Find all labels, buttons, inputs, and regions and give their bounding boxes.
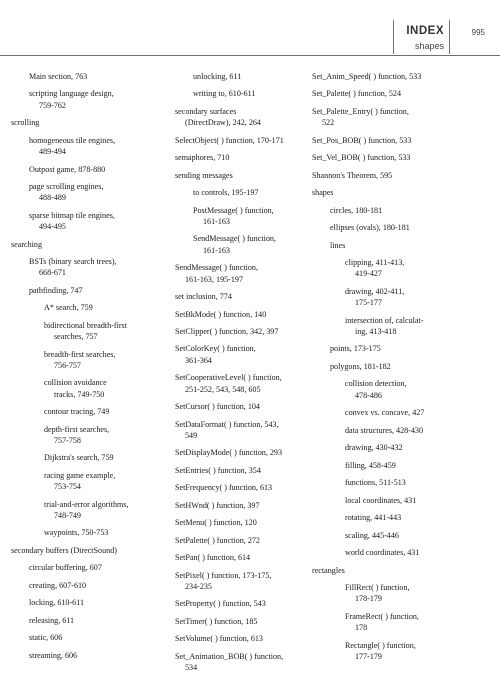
index-entry-text: rectangles bbox=[312, 565, 345, 575]
index-entry-continuation: 419-427 bbox=[355, 269, 382, 279]
index-entry bbox=[11, 580, 161, 591]
index-entry bbox=[11, 71, 161, 82]
index-entry bbox=[11, 210, 161, 233]
index-entry-text: BSTs (binary search trees), bbox=[29, 257, 117, 267]
index-entry-continuation: 668-671 bbox=[39, 268, 66, 278]
index-entry-text: Set_Palette( ) function, 524 bbox=[312, 89, 402, 99]
index-entry-continuation: 522 bbox=[322, 118, 335, 128]
index-entry bbox=[175, 106, 300, 129]
index-entry bbox=[312, 222, 492, 233]
index-entry bbox=[11, 285, 161, 296]
running-head-title: INDEX bbox=[406, 25, 444, 37]
index-entry bbox=[11, 117, 161, 128]
index-entry-continuation: 759-762 bbox=[39, 100, 66, 110]
index-entry-text: points, 173-175 bbox=[330, 344, 381, 354]
index-entry bbox=[312, 152, 492, 163]
index-entry-text: static, 606 bbox=[29, 633, 63, 643]
index-entry bbox=[175, 651, 300, 674]
index-entry-text: world coordinates, 431 bbox=[345, 548, 420, 558]
index-entry bbox=[312, 187, 492, 198]
index-entry-text: searching bbox=[11, 239, 43, 249]
index-entry-text: to controls, 195-197 bbox=[193, 188, 259, 198]
index-entry bbox=[175, 482, 300, 493]
index-entry-continuation: 494-495 bbox=[39, 222, 66, 232]
index-entry-text: filling, 458-459 bbox=[345, 460, 396, 470]
index-entry-text: functions, 511-513 bbox=[345, 478, 406, 488]
index-entry bbox=[312, 106, 492, 129]
index-entry bbox=[312, 343, 492, 354]
index-entry-text: scripting language design, bbox=[29, 89, 114, 99]
index-entry-text: SetPalette( ) function, 272 bbox=[175, 535, 260, 545]
index-entry-continuation: 178 bbox=[355, 623, 368, 633]
index-entry-text: SendMessage( ) function, bbox=[175, 263, 258, 273]
index-entry bbox=[11, 164, 161, 175]
index-entry bbox=[11, 650, 161, 661]
index-entry-continuation: 161-163, 195-197 bbox=[185, 274, 243, 284]
index-entry bbox=[175, 633, 300, 644]
index-entry-continuation: 161-163 bbox=[203, 216, 230, 226]
index-entry bbox=[11, 499, 161, 522]
index-entry bbox=[175, 233, 300, 256]
index-entry-text: releasing, 611 bbox=[29, 615, 75, 625]
index-entry-text: SetColorKey( ) function, bbox=[175, 344, 256, 354]
index-entry-continuation: 478-486 bbox=[355, 390, 382, 400]
index-entry bbox=[175, 262, 300, 285]
index-entry-text: writing to, 610-611 bbox=[193, 89, 256, 99]
index-entry-continuation: 161-163 bbox=[203, 245, 230, 255]
index-entry bbox=[175, 170, 300, 181]
index-entry-text: FrameRect( ) function, bbox=[345, 611, 419, 621]
index-entry-text: drawing, 430-432 bbox=[345, 443, 403, 453]
index-entry-text: circles, 180-181 bbox=[330, 205, 383, 215]
index-entry bbox=[175, 291, 300, 302]
index-entry bbox=[11, 470, 161, 493]
index-entry-text: unlocking, 611 bbox=[193, 72, 242, 81]
index-column-1 bbox=[11, 71, 161, 667]
index-entry bbox=[11, 527, 161, 538]
index-entry-text: sending messages bbox=[175, 170, 233, 180]
index-entry-text: collision detection, bbox=[345, 379, 407, 389]
index-entry bbox=[11, 545, 161, 556]
index-entry-text: Set_Anim_Speed( ) function, 533 bbox=[312, 72, 422, 81]
index-entry-text: set inclusion, 774 bbox=[175, 292, 232, 302]
index-entry-text: secondary surfaces bbox=[175, 106, 237, 116]
index-entry-continuation: 753-754 bbox=[54, 482, 81, 492]
index-entry bbox=[175, 500, 300, 511]
index-entry-continuation: 488-489 bbox=[39, 193, 66, 203]
index-entry-text: depth-first searches, bbox=[44, 424, 110, 434]
index-entry-text: SetVolume( ) function, 613 bbox=[175, 634, 263, 644]
index-entry-text: SetBkMode( ) function, 140 bbox=[175, 309, 267, 319]
index-entry bbox=[312, 378, 492, 401]
index-entry bbox=[312, 407, 492, 418]
index-entry bbox=[312, 425, 492, 436]
index-entry-text: SendMessage( ) function, bbox=[193, 234, 276, 244]
index-entry-text: polygons, 181-182 bbox=[330, 361, 391, 371]
index-entry-continuation: 251-252, 543, 548, 605 bbox=[185, 384, 261, 394]
index-entry-text: sparse bitmap tile engines, bbox=[29, 210, 115, 220]
index-entry-continuation: 748-749 bbox=[54, 510, 81, 520]
index-entry-text: SetTimer( ) function, 185 bbox=[175, 616, 258, 626]
index-entry-text: SetHWnd( ) function, 397 bbox=[175, 500, 260, 510]
index-entry-text: Rectangle( ) function, bbox=[345, 640, 416, 650]
index-entry bbox=[312, 611, 492, 634]
index-entry bbox=[11, 320, 161, 343]
index-entry-text: SetClipper( ) function, 342, 397 bbox=[175, 327, 279, 336]
index-entry-text: rotating, 441-443 bbox=[345, 513, 402, 523]
index-entry-text: circular buffering, 607 bbox=[29, 563, 102, 573]
index-entry-text: semaphores, 710 bbox=[175, 153, 230, 163]
index-entry bbox=[11, 562, 161, 573]
index-entry-continuation: ing, 413-418 bbox=[355, 327, 397, 336]
index-entry-text: clipping, 411-413, bbox=[345, 258, 405, 268]
index-entry bbox=[11, 239, 161, 250]
index-entry bbox=[312, 170, 492, 181]
index-entry-text: locking, 610-611 bbox=[29, 598, 85, 608]
index-entry bbox=[175, 616, 300, 627]
index-entry bbox=[175, 205, 300, 228]
index-entry-text: Outpost game, 878-880 bbox=[29, 164, 106, 174]
index-entry-text: SetProperty( ) function, 543 bbox=[175, 599, 266, 609]
index-entry bbox=[175, 326, 300, 337]
index-entry-continuation: searches, 757 bbox=[54, 332, 98, 342]
index-entry bbox=[175, 309, 300, 320]
index-entry-text: contour tracing, 749 bbox=[44, 407, 110, 417]
running-head-subtitle: shapes bbox=[414, 41, 444, 51]
index-entry-text: Set_Palette_Entry( ) function, bbox=[312, 106, 409, 116]
index-entry-text: SetDisplayMode( ) function, 293 bbox=[175, 448, 283, 458]
index-entry-text: local coordinates, 431 bbox=[345, 495, 417, 505]
index-entry bbox=[312, 71, 492, 82]
index-entry-text: SetPan( ) function, 614 bbox=[175, 553, 251, 563]
index-entry bbox=[175, 71, 300, 82]
index-entry-text: secondary buffers (DirectSound) bbox=[11, 545, 117, 555]
index-entry-text: Shannon's Theorem, 595 bbox=[312, 170, 393, 180]
index-entry bbox=[175, 447, 300, 458]
index-entry bbox=[11, 256, 161, 279]
index-entry-text: drawing, 402-411, bbox=[345, 286, 405, 296]
index-entry bbox=[312, 547, 492, 558]
index-entry bbox=[11, 406, 161, 417]
index-entry-text: intersection of, calculat- bbox=[345, 315, 424, 325]
index-entry bbox=[175, 88, 300, 99]
index-entry bbox=[312, 315, 492, 338]
index-entry bbox=[11, 302, 161, 313]
index-entry-text: collision avoidance bbox=[44, 378, 107, 388]
index-entry-text: Set_Vel_BOB( ) function, 533 bbox=[312, 153, 411, 163]
index-entry bbox=[175, 152, 300, 163]
index-entry-text: ellipses (ovals), 180-181 bbox=[330, 223, 410, 233]
index-entry-continuation: 361-364 bbox=[185, 355, 212, 365]
index-entry bbox=[312, 257, 492, 280]
index-column-2 bbox=[175, 71, 300, 680]
index-entry-text: SetCursor( ) function, 104 bbox=[175, 402, 260, 412]
index-entry-text: SetEntries( ) function, 354 bbox=[175, 465, 261, 475]
index-entry bbox=[175, 135, 300, 146]
index-entry-text: Main section, 763 bbox=[29, 72, 88, 81]
index-entry-continuation: tracks, 749-750 bbox=[54, 389, 105, 399]
index-entry-text: waypoints, 750-753 bbox=[44, 528, 109, 538]
index-entry bbox=[312, 495, 492, 506]
index-entry-text: SetDataFormat( ) function, 543, bbox=[175, 419, 279, 429]
index-entry bbox=[175, 570, 300, 593]
index-entry-continuation: 178-179 bbox=[355, 594, 382, 604]
index-entry bbox=[312, 240, 492, 251]
index-entry bbox=[11, 88, 161, 111]
index-entry bbox=[312, 477, 492, 488]
index-entry bbox=[11, 181, 161, 204]
index-entry-text: Set_Animation_BOB( ) function, bbox=[175, 651, 284, 661]
index-entry-text: trial-and-error algorithms, bbox=[44, 499, 129, 509]
index-entry-text: FillRect( ) function, bbox=[345, 583, 410, 593]
index-entry-text: shapes bbox=[312, 188, 334, 198]
index-entry bbox=[312, 286, 492, 309]
index-entry-text: SetCooperativeLevel( ) function, bbox=[175, 373, 282, 383]
index-entry bbox=[11, 135, 161, 158]
index-entry-text: creating, 607-610 bbox=[29, 580, 87, 590]
index-entry-continuation: 534 bbox=[185, 663, 198, 673]
index-entry bbox=[312, 640, 492, 663]
index-entry bbox=[11, 615, 161, 626]
index-entry bbox=[175, 535, 300, 546]
index-entry bbox=[11, 452, 161, 463]
index-entry-text: racing game example, bbox=[44, 470, 116, 480]
index-entry-continuation: 175-177 bbox=[355, 298, 382, 308]
index-entry-text: A* search, 759 bbox=[44, 303, 93, 313]
index-entry-continuation: 549 bbox=[185, 430, 198, 440]
index-entry bbox=[175, 465, 300, 476]
index-entry-text: SetMenu( ) function, 120 bbox=[175, 518, 257, 528]
index-column-3 bbox=[312, 71, 492, 668]
index-entry-text: homogeneous tile engines, bbox=[29, 135, 116, 145]
index-entry bbox=[11, 632, 161, 643]
index-entry-continuation: 177-179 bbox=[355, 651, 382, 661]
index-entry bbox=[175, 187, 300, 198]
index-entry bbox=[175, 401, 300, 412]
header-rule bbox=[0, 55, 500, 56]
index-entry bbox=[312, 205, 492, 216]
index-entry bbox=[175, 517, 300, 528]
index-entry-text: scaling, 445-446 bbox=[345, 530, 399, 540]
index-entry bbox=[175, 552, 300, 563]
index-entry bbox=[11, 424, 161, 447]
index-entry bbox=[312, 135, 492, 146]
index-entry bbox=[312, 460, 492, 471]
index-entry-text: page scrolling engines, bbox=[29, 182, 104, 192]
index-entry-continuation: (DirectDraw), 242, 264 bbox=[185, 118, 261, 128]
index-entry bbox=[175, 419, 300, 442]
index-entry-text: SelectObject( ) function, 170-171 bbox=[175, 135, 284, 145]
index-entry bbox=[11, 597, 161, 608]
index-entry-text: PostMessage( ) function, bbox=[193, 205, 274, 215]
page-number: 995 bbox=[471, 28, 485, 37]
index-entry-continuation: 757-758 bbox=[54, 435, 81, 445]
index-entry-continuation: 489-494 bbox=[39, 147, 66, 157]
index-entry-text: SetPixel( ) function, 173-175, bbox=[175, 570, 272, 580]
index-entry bbox=[175, 372, 300, 395]
index-entry-continuation: 234-235 bbox=[185, 582, 212, 591]
index-entry-continuation: 756-757 bbox=[54, 360, 81, 370]
index-entry bbox=[312, 88, 492, 99]
index-entry-text: lines bbox=[330, 240, 346, 250]
index-entry-text: convex vs. concave, 427 bbox=[345, 408, 425, 418]
index-entry bbox=[312, 565, 492, 576]
index-entry-text: breadth-first searches, bbox=[44, 349, 116, 359]
index-entry bbox=[312, 512, 492, 523]
index-entry-text: Dijkstra's search, 759 bbox=[44, 453, 114, 463]
index-entry bbox=[312, 361, 492, 372]
index-entry-text: bidirectional breadth-first bbox=[44, 320, 127, 330]
index-entry-text: SetFrequency( ) function, 613 bbox=[175, 483, 273, 493]
index-entry bbox=[11, 377, 161, 400]
index-entry bbox=[312, 442, 492, 453]
index-entry-text: streaming, 606 bbox=[29, 650, 78, 660]
index-entry bbox=[175, 343, 300, 366]
index-entry-text: scrolling bbox=[11, 118, 40, 128]
index-entry-text: Set_Pos_BOB( ) function, 533 bbox=[312, 135, 412, 145]
index-entry bbox=[312, 530, 492, 541]
index-entry bbox=[11, 349, 161, 372]
index-entry-text: data structures, 428-430 bbox=[345, 425, 423, 435]
index-entry bbox=[175, 598, 300, 609]
index-entry bbox=[312, 582, 492, 605]
index-entry-text: pathfinding, 747 bbox=[29, 285, 83, 295]
